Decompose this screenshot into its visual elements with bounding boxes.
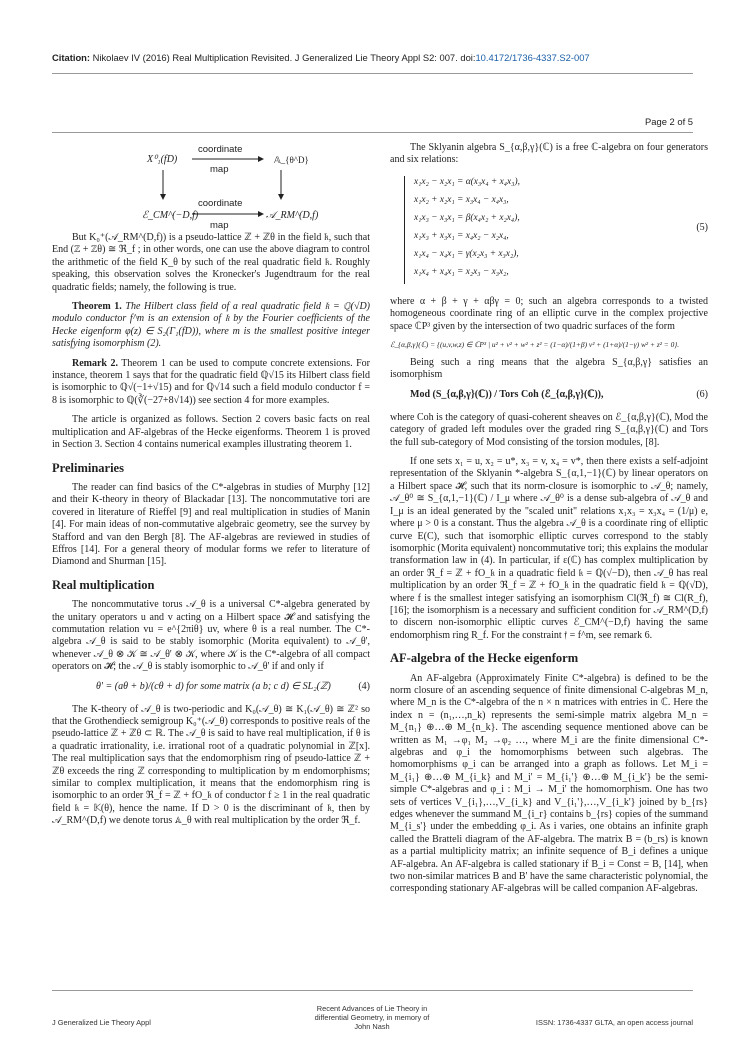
paragraph-k-theory: The K-theory of 𝒜_θ is two-periodic and K₀(𝒜_θ) ≅ K₁(𝒜_θ) ≅ ℤ² so that the Grothendieck semigroup K₀⁺(𝒜_θ) corresponds to positive reals of the pseudo-lattice ℤ + ℤθ ⊂ ℝ. The 𝒜_θ is said to have real multiplication, if θ is a quadratic irrationality, i.e. irrational root of a quadratic polynomial in ℤ[x]. The real multiplication says that the endomorphism ring of pseudo-lattice ℤ + ℤθ exceeds the ring ℤ corresponding to multiplication by m endomorphisms; similar to complex multiplication, it means that the endomorphism ring is isomorphic to an order ℜ_f = ℤ + fO_𝔨 of conductor f ≥ 1 in the real quadratic field 𝔨 = 𝕂(θ), hence the name. If D > 0 is the discriminant of 𝔨, then by 𝒜_RM^(D,f) we denote torus 𝔸_θ with real multiplication by the order ℜ_f. [52, 703, 370, 827]
relation-2: x₁x₂ + x₂x₁ = x₃x₄ − x₄x₃, [414, 194, 509, 205]
top-arrow [192, 156, 264, 162]
relation-5: x₁x₄ − x₄x₁ = γ(x₂x₃ + x₃x₂), [414, 248, 519, 259]
page-rule [52, 132, 693, 133]
remark-text: Theorem 1 can be used to compute concrete extensions. For instance, theorem 1 says that for the quadratic field ℚ√15 its Hilbert class field is isomorphic to ℚ√(−1+√15) and for ℚ√14 such a field modulo conductor f = 8 is isomorphic to ℚ(∛(−27+8√14)) see section 4 for more examples. [52, 357, 370, 406]
equation-elliptic-curve: ℰ_{α,β,γ}(ℂ) = {(u,v,w,z) ∈ ℂP³ | u² + v² + w² + z² = (1−α)/(1+β) v² + (1+α)/(1−γ) w² + z² = 0}. [390, 340, 680, 350]
paragraph-self-adjoint: If one sets x₁ = u, x₂ = u*, x₃ = v, x₄ = v*, then there exists a self-adjoint representation of the Sklyanin *-algebra S_{α,1,−1}(ℂ) by linear operators on a Hilbert space 𝓗, such that its norm-closure is isomorphic to 𝒜_θ; namely, 𝒜_θ⁰ ≅ S_{α,1,−1}(ℂ) / I_μ where 𝒜_θ⁰ is a dense sub-algebra of 𝒜_θ and I_μ is an ideal generated by the "scaled unit" relations x₁x₃ = x₃x₄ = (1/μ) e, where μ > 0 is a constant. Thus the algebra 𝒜_θ is a coordinate ring of elliptic curve E(C), such that isomorphic elliptic curves correspond to the stably isomorphic (Morita equivalent) noncommutative tori; this explains the modular transformation law in (4). In particular, if ε(ℂ) has complex multiplication by an order ℜ_f = ℤ + fO_𝔨 in a quadratic field 𝔨 = ℚ(√−D), then 𝒜_θ has real multiplication by an order ℜ_f = ℤ + fO_𝔨 in the quadratic field 𝔨 = ℚ(√D), where f is the smallest integer satisfying an isomorphism Cl(ℜ_f) ≅ Cl(R_f), [16]; the isomorphism is a necessary and sufficient condition for 𝒜_RM^(D,f) to discern non-isomorphic elliptic curves ℰ_CM^(−D,f) having the same endomorphism ring R_f. For the constraint 𝔣 = f^m, see remark 6. [390, 456, 708, 641]
right-down-arrow [278, 170, 284, 200]
paragraph-noncommutative-torus: The noncommutative torus 𝒜_θ is a universal C*-algebra generated by the unitary operators u and v acting on a Hilbert space 𝓗 and satisfying the commutation relation vu = e^{2πiθ} uv, where θ is a real number. The C*-algebra 𝒜_θ is said to be stably isomorphic (Morita equivalent) to 𝒜_θ', whenever 𝒜_θ ⊗ 𝒦 ≅ 𝒜_θ' ⊗ 𝒦, where 𝒦 is the C*-algebra of all compact operators on 𝓗; the 𝒜_θ is stably isomorphic to 𝒜_θ' if and only if [52, 599, 370, 673]
paragraph-sklyanin: The Sklyanin algebra S_{α,β,γ}(ℂ) is a free ℂ-algebra on four generators and six relations: [390, 142, 708, 166]
left-down-arrow [160, 170, 166, 200]
equation-4 [52, 681, 370, 697]
paragraph-af-algebra: An AF-algebra (Approximately Finite C*-algebra) is defined to be the norm closure of an ascending sequence of finite dimensional C-algebras M_n, where M_n is the C*-algebra of the n × n matrices with entries in ℂ. Here the index n = (n₁,…,n_k) represents the semi-simple matrix algebra M_n = M_{n₁} ⊕…⊕ M_{n_k}. The ascending sequence mentioned above can be written as M₁ →φ₁ M₂ →φ₂ …, where M_i are the finite dimensional C*-algebras and φ_i the homomorphisms between such algebras. The homomorphisms φ_i can be arranged into a graph as follows. Let M_i = M_{i₁} ⊕…⊕ M_{i_k} and M_i' = M_{i₁'} ⊕…⊕ M_{i_k'} be the semi-simple C*-algebras and φ_i : M_i → M_i' the homomorphism. One has two sets of vertices V_{i₁},…,V_{i_k} and V_{i₁'},…,V_{i_k'} joined by b_{rs} edges whenever the summand M_{i_r} contains b_{rs} copies of the summand M_{i_s'} under the embedding φ_i. As i varies, one obtains an infinite graph called the Bratteli diagram of the AF-algebra. The matrix B = (b_rs) is known as a partial multiplicity matrix; an infinite sequence of B_i defines a unique AF-algebra. An AF-algebra is called stationary if B_i = Const = B, [14], when two non-similar matrices B and B' have the same characteristic polynomial, the corresponding stationary AF-algebras will be called companion AF-algebras. [390, 672, 708, 895]
remark-label: Remark 2. [72, 357, 118, 369]
footer-center-line2: differential Geometry, in memory of [314, 1013, 430, 1022]
equation-6-body: Mod (S_{α,β,γ}(ℂ)) / Tors Coh (ℰ_{α,β,γ}(ℂ)), [410, 388, 604, 400]
coordinate-map-diagram [52, 142, 370, 232]
header-rule [52, 73, 693, 74]
relation-4: x₁x₃ + x₃x₁ = x₄x₂ − x₂x₄, [414, 230, 509, 241]
relation-6: x₁x₄ + x₄x₁ = x₂x₃ − x₃x₂, [414, 266, 509, 277]
equation-4-body: θ' = (aθ + b)/(cθ + d) for some matrix (a b; c d) ∈ SL₂(ℤ) [96, 680, 331, 692]
diagram-bottom-label2: map [210, 220, 229, 231]
theorem-text: The Hilbert class field of a real quadratic field 𝔨 = ℚ(√D) modulo conductor f^m is an extension of 𝔨 by the Fourier coefficients of the Hecke eigenform φ(z) ∈ S₂(Γ₁(fD)), where m is the smallest positive integer satisfying isomorphism (2). [52, 301, 371, 350]
system-brace [404, 176, 411, 284]
page-number: Page 2 of 5 [645, 116, 693, 127]
remark-2 [52, 358, 370, 408]
left-column [52, 142, 370, 835]
diagram-bottom-label1: coordinate [198, 198, 243, 209]
paragraph-ring: Being such a ring means that the algebra S_{α,β,γ} satisfies an isomorphism [390, 357, 708, 381]
diagram-top-label1: coordinate [198, 144, 243, 155]
diagram-bottom-left: ℰ_CM^(−D,f) [142, 210, 199, 221]
footer-journal: J Generalized Lie Theory Appl [52, 1018, 151, 1027]
paragraph-where: where α + β + γ + αβγ = 0; such an algebra corresponds to a twisted homogeneous coordinate ring of an elliptic curve in the complex projective space ℂP³ given by the intersection of two quadric surfaces of the form [390, 295, 708, 332]
theorem-1 [52, 301, 370, 351]
equation-6 [390, 389, 708, 405]
paragraph-coh: where Coh is the category of quasi-coherent sheaves on ℰ_{α,β,γ}(ℂ), Mod the category of graded left modules over the graded ring S_{α,β,γ}(ℂ) and Tors the full sub-category of Mod consisting of the torsion modules, [8]. [390, 411, 708, 448]
equation-5-number: (5) [696, 221, 708, 233]
equation-6-number: (6) [696, 388, 708, 400]
bottom-arrow [192, 211, 264, 217]
relation-3: x₁x₃ − x₃x₁ = β(x₄x₂ + x₂x₄), [414, 212, 520, 223]
relation-1: x₁x₂ − x₂x₁ = α(x₃x₄ + x₄x₃), [414, 176, 520, 187]
heading-preliminaries: Preliminaries [52, 460, 124, 475]
paragraph-pseudo-lattice: But K₀⁺(𝒜_RM^(D,f)) is a pseudo-lattice ℤ + ℤθ in the field 𝔨, such that End (ℤ + ℤθ) ≅ ℜ_f ; in other words, one can use the above diagram to control the arithmetic of the field K_θ by such of the real quadratic field 𝔨. Roughly speaking, this observation solves the Kronecker's Jugendtraum for the real quadratic fields; namely, the following is true. [52, 232, 370, 293]
footer-center-line3: John Nash [354, 1022, 390, 1031]
citation-header [52, 52, 692, 63]
diagram-top-left: X⁰₁(fD) [147, 154, 178, 165]
diagram-top-label2: map [210, 164, 229, 175]
theorem-label: Theorem 1. [72, 301, 122, 313]
paragraph-organization: The article is organized as follows. Section 2 covers basic facts on real multiplication and AF-algebras of the Hecke eigenforms. Theorem 1 is proved in Section 3. Section 4 contains numerical examples illustrating theorem 1. [52, 414, 370, 451]
equation-4-number: (4) [358, 680, 370, 692]
doi-link[interactable]: 10.4172/1736-4337.S2-007 [475, 52, 590, 63]
heading-af-algebra: AF-algebra of the Hecke eigenform [390, 651, 579, 666]
footer-center-line1: Recent Advances of Lie Theory in [316, 1004, 428, 1013]
diagram-top-right: 𝔸_{θ^D} [274, 155, 309, 165]
diagram-bottom-right: 𝒜_RM^(D,f) [266, 210, 319, 221]
equation-5-system [390, 174, 708, 290]
footer-rule [52, 990, 693, 991]
footer-center [282, 1004, 462, 1031]
citation-text: Nikolaev IV (2016) Real Multiplication Revisited. J Generalized Lie Theory Appl S2: 007. doi: [92, 52, 476, 63]
heading-real-multiplication: Real multiplication [52, 577, 155, 592]
paragraph-preliminaries: The reader can find basics of the C*-algebras in studies of Murphy [12] and their K-theory in theory of Blackadar [13]. The noncommutative tori are covered in literature of Rieffel [9] and real multiplication in studies of Manin [4]. For main ideas of non-commutative algebraic geometry, see the survey by Stafford and van den Bergh [8]. The AF-algebras are reviewed in studies of Effros [14]. For a general theory of modular forms we refer to literature of Diamond and Shurman [15]. [52, 481, 370, 568]
right-column [390, 142, 708, 903]
footer-issn: ISSN: 1736-4337 GLTA, an open access journal [535, 1018, 693, 1027]
citation-label: Citation: [52, 52, 91, 63]
